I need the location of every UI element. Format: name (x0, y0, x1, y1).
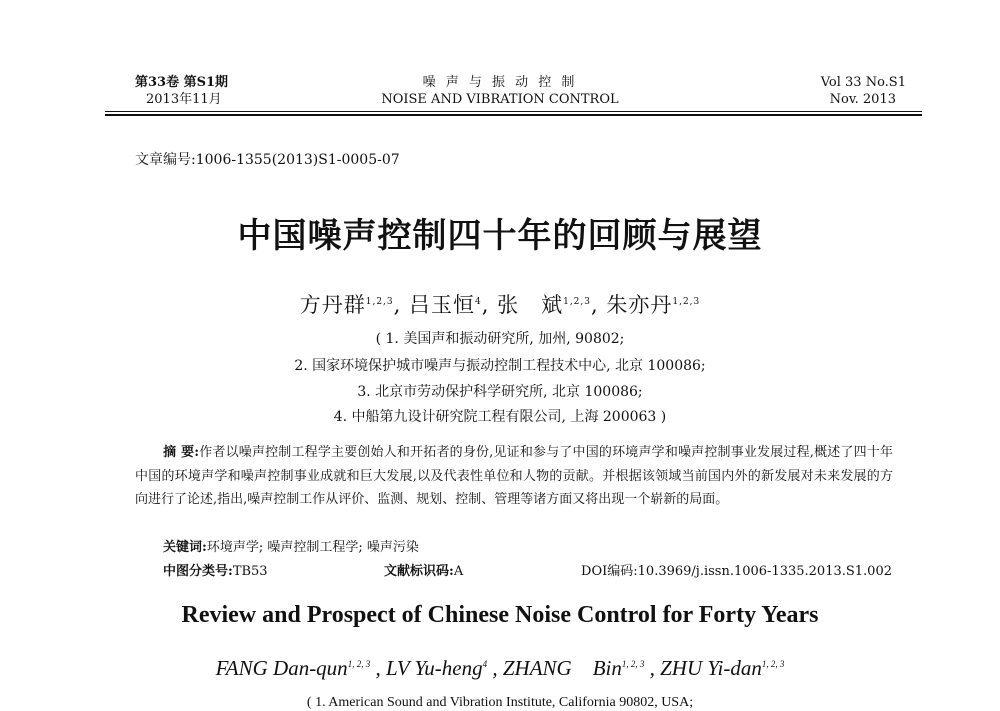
affiliation-cn-4: 4. 中船第九设计研究院工程有限公司, 上海 200063 ) (333, 409, 667, 425)
author-name: 吕玉恒 (409, 293, 475, 317)
paper-title-en: Review and Prospect of Chinese Noise Control for Forty Years (181, 602, 819, 628)
affiliation-cn-2: 2. 国家环境保护城市噪声与振动控制工程技术中心, 北京 100086; (294, 358, 706, 374)
affiliation-cn-3: 3. 北京市劳动保护科学研究所, 北京 100086; (357, 384, 643, 400)
author-separator: , (393, 293, 409, 317)
doc-code-value: A (453, 564, 464, 579)
author-list-en (0, 652, 1000, 682)
author-separator-en: , (487, 656, 503, 680)
author-affiliation-marker: 4 (475, 297, 482, 307)
author-affiliation-marker-en: 1, 2, 3 (761, 659, 785, 669)
journal-volume-issue: 第33卷 第S1期 (135, 75, 229, 90)
abstract-text: 作者以噪声控制工程学主要创始人和开拓者的身份,见证和参与了中国的环境声学和噪声控制事业发展过程,概述了四十年中国的环境声学和噪声控制事业成就和巨大发展,以及代表性单位和人物的贡献。并根据该领域当前国内外的新发展对未来发展的方向进行了论述,指出,噪声控制工作从评价、监测、规划、控制、管理等诸方面又将出现一个崭新的局面。 (135, 445, 894, 508)
author-separator-en: , (370, 656, 386, 680)
clc-field (163, 564, 268, 580)
author-name-en: FANG Dan-qun (215, 656, 348, 680)
author-name: 朱亦丹 (606, 293, 673, 317)
author-separator-en: , (644, 656, 661, 680)
author-name: 方丹群 (299, 293, 366, 317)
article-number: 文章编号:1006-1355(2013)S1-0005-07 (135, 152, 400, 168)
author-affiliation-marker: 1,2,3 (365, 297, 394, 307)
paper-title-cn: 中国噪声控制四十年的回顾与展望 (237, 216, 763, 256)
doi-value: 10.3969/j.issn.1006-1335.2013.S1.002 (637, 564, 892, 579)
author-name-en: ZHU Yi-dan (660, 656, 762, 680)
journal-date-en: Nov. 2013 (829, 92, 896, 107)
journal-name-en: NOISE AND VIBRATION CONTROL (381, 92, 619, 107)
doi-label: DOI编码: (581, 564, 638, 579)
affiliation-en-1: ( 1. American Sound and Vibration Institute, California 90802, USA; (306, 695, 694, 710)
author-separator: , (591, 293, 607, 317)
author-name: 张 斌 (497, 293, 564, 317)
journal-vol-en: Vol 33 No.S1 (820, 75, 906, 90)
author-list-cn (0, 289, 1000, 319)
clc-label: 中图分类号: (163, 564, 233, 579)
author-name-en: ZHANG Bin (502, 656, 622, 680)
header-rule-thin (105, 111, 922, 112)
author-separator: , (481, 293, 498, 317)
author-affiliation-marker-en: 4 (482, 659, 488, 669)
author-affiliation-marker: 1,2,3 (672, 297, 701, 307)
affiliation-cn-1: ( 1. 美国声和振动研究所, 加州, 90802; (375, 331, 625, 347)
abstract-label: 摘 要: (163, 445, 200, 460)
doi-field (581, 564, 892, 580)
doc-code-label: 文献标识码: (384, 564, 454, 579)
keywords-text: 环境声学; 噪声控制工程学; 噪声污染 (206, 540, 419, 555)
doc-code-field (384, 564, 463, 580)
header-rule-thick (105, 114, 922, 116)
journal-name-cn: 噪 声 与 振 动 控 制 (422, 75, 578, 90)
clc-value: TB53 (232, 564, 268, 579)
author-name-en: LV Yu-heng (385, 656, 483, 680)
keywords-label: 关键词: (163, 540, 207, 555)
author-affiliation-marker-en: 1, 2, 3 (347, 659, 371, 669)
journal-date-cn: 2013年11月 (146, 92, 222, 107)
keywords-line (163, 540, 419, 556)
author-affiliation-marker-en: 1, 2, 3 (621, 659, 645, 669)
abstract-paragraph (135, 441, 893, 512)
author-affiliation-marker: 1,2,3 (563, 297, 591, 307)
